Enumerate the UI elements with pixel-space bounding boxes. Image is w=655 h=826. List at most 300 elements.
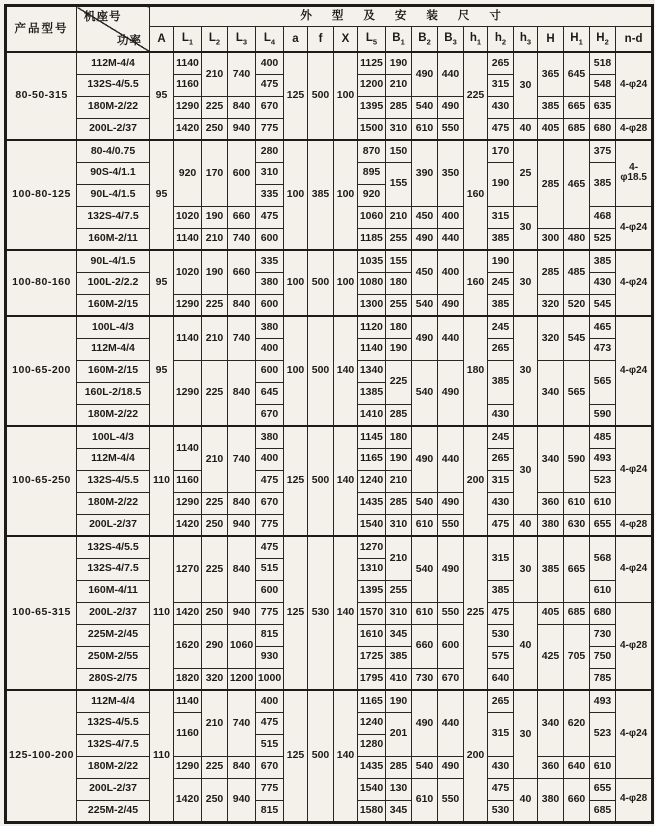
cell-L3: 840 xyxy=(228,96,256,118)
cell-L1: 1160 xyxy=(174,74,202,96)
cell-h2: 430 xyxy=(488,492,514,514)
cell-H: 320 xyxy=(538,294,564,316)
frame-power-cell: 80-4/0.75 xyxy=(77,140,150,162)
cell-H: 285 xyxy=(538,250,564,294)
cell-L5: 1385 xyxy=(358,382,386,404)
cell-L4: 600 xyxy=(256,228,284,250)
cell-H2: 545 xyxy=(590,294,616,316)
cell-L5: 1140 xyxy=(358,338,386,360)
cell-L5: 1435 xyxy=(358,492,386,514)
cell-L1: 1140 xyxy=(174,426,202,470)
cell-a: 125 xyxy=(284,52,308,140)
product-model-cell: 100-65-250 xyxy=(6,426,77,536)
cell-H1: 620 xyxy=(564,690,590,756)
cell-B1: 190 xyxy=(386,690,412,712)
cell-H2: 493 xyxy=(590,690,616,712)
column-header-h2: $h_2$ xyxy=(488,27,514,53)
cell-L5: 1300 xyxy=(358,294,386,316)
column-header-x: X xyxy=(334,27,358,53)
cell-H: 385 xyxy=(538,96,564,118)
cell-B2: 730 xyxy=(412,668,438,690)
cell-X: 100 xyxy=(334,140,358,250)
cell-L4: 335 xyxy=(256,250,284,272)
cell-H2: 680 xyxy=(590,602,616,624)
cell-L1: 1290 xyxy=(174,360,202,426)
cell-L2: 170 xyxy=(202,140,228,206)
cell-h2: 530 xyxy=(488,624,514,646)
cell-h3: 40 xyxy=(514,778,538,822)
cell-A: 95 xyxy=(150,250,174,316)
cell-h2: 475 xyxy=(488,514,514,536)
cell-h3: 40 xyxy=(514,602,538,690)
cell-f: 500 xyxy=(308,250,334,316)
cell-H2: 685 xyxy=(590,800,616,822)
cell-h1: 200 xyxy=(464,426,488,536)
cell-L5: 1500 xyxy=(358,118,386,140)
frame-power-cell: 160M-4/11 xyxy=(77,580,150,602)
cell-h1: 225 xyxy=(464,52,488,140)
product-model-header: 产品型号 xyxy=(6,6,77,53)
cell-B1: 285 xyxy=(386,404,412,426)
cell-B2: 490 xyxy=(412,52,438,96)
cell-L4: 280 xyxy=(256,140,284,162)
frame-power-cell: 200L-2/37 xyxy=(77,778,150,800)
cell-nd: 4-φ24 xyxy=(616,536,653,602)
cell-h2: 385 xyxy=(488,294,514,316)
cell-H: 340 xyxy=(538,426,564,492)
cell-H2: 568 xyxy=(590,536,616,580)
cell-X: 140 xyxy=(334,426,358,536)
cell-L3: 840 xyxy=(228,492,256,514)
cell-L2: 225 xyxy=(202,756,228,778)
cell-L5: 1410 xyxy=(358,404,386,426)
cell-L1: 1420 xyxy=(174,514,202,536)
cell-H: 425 xyxy=(538,624,564,690)
cell-H2: 375 xyxy=(590,140,616,162)
cell-L5: 1120 xyxy=(358,316,386,338)
cell-B3: 490 xyxy=(438,536,464,602)
cell-nd: 4-φ28 xyxy=(616,778,653,822)
column-header-b1: $B_1$ xyxy=(386,27,412,53)
cell-L3: 740 xyxy=(228,426,256,492)
cell-L2: 250 xyxy=(202,118,228,140)
cell-L4: 775 xyxy=(256,514,284,536)
cell-L3: 660 xyxy=(228,206,256,228)
cell-L1: 1020 xyxy=(174,206,202,228)
cell-H1: 465 xyxy=(564,140,590,228)
cell-L3: 740 xyxy=(228,52,256,96)
cell-B2: 540 xyxy=(412,536,438,602)
cell-L5: 1200 xyxy=(358,74,386,96)
frame-power-cell: 180M-2/22 xyxy=(77,404,150,426)
cell-h2: 385 xyxy=(488,228,514,250)
column-header-h3: $h_3$ xyxy=(514,27,538,53)
cell-A: 95 xyxy=(150,140,174,250)
cell-L4: 310 xyxy=(256,162,284,184)
frame-power-cell: 200L-2/37 xyxy=(77,118,150,140)
cell-B2: 540 xyxy=(412,492,438,514)
frame-power-cell: 160L-2/18.5 xyxy=(77,382,150,404)
cell-L4: 670 xyxy=(256,756,284,778)
frame-power-cell: 112M-4/4 xyxy=(77,52,150,74)
cell-X: 100 xyxy=(334,52,358,140)
cell-L5: 1145 xyxy=(358,426,386,448)
cell-H2: 610 xyxy=(590,756,616,778)
cell-h2: 265 xyxy=(488,52,514,74)
cell-X: 140 xyxy=(334,316,358,426)
column-header-l2: $L_2$ xyxy=(202,27,228,53)
cell-H2: 655 xyxy=(590,778,616,800)
frame-number-label: 机座号 xyxy=(84,11,122,23)
cell-B1: 130 xyxy=(386,778,412,800)
cell-L5: 895 xyxy=(358,162,386,184)
frame-power-cell: 280S-2/75 xyxy=(77,668,150,690)
frame-power-cell: 132S-4/5.5 xyxy=(77,712,150,734)
cell-B1: 190 xyxy=(386,448,412,470)
cell-B3: 600 xyxy=(438,624,464,668)
power-label: 功率 xyxy=(117,34,142,47)
cell-A: 95 xyxy=(150,52,174,140)
cell-H1: 520 xyxy=(564,294,590,316)
cell-h3: 30 xyxy=(514,426,538,514)
cell-H2: 785 xyxy=(590,668,616,690)
cell-h1: 160 xyxy=(464,250,488,316)
frame-power-cell: 225M-2/45 xyxy=(77,800,150,822)
cell-L5: 1240 xyxy=(358,470,386,492)
cell-H1: 705 xyxy=(564,624,590,690)
cell-L5: 1540 xyxy=(358,778,386,800)
cell-L3: 940 xyxy=(228,514,256,536)
cell-L2: 225 xyxy=(202,294,228,316)
column-header-l5: $L_5$ xyxy=(358,27,386,53)
cell-L5: 1270 xyxy=(358,536,386,558)
cell-B3: 440 xyxy=(438,228,464,250)
cell-L5: 1125 xyxy=(358,52,386,74)
product-model-cell: 125-100-200 xyxy=(6,690,77,822)
cell-L5: 1570 xyxy=(358,602,386,624)
cell-L4: 380 xyxy=(256,272,284,294)
column-header-a: A xyxy=(150,27,174,53)
frame-power-cell: 160M-2/11 xyxy=(77,228,150,250)
cell-L4: 475 xyxy=(256,536,284,558)
cell-L1: 1140 xyxy=(174,52,202,74)
frame-power-cell: 90L-4/1.5 xyxy=(77,250,150,272)
cell-L4: 930 xyxy=(256,646,284,668)
cell-B1: 155 xyxy=(386,250,412,272)
cell-B2: 660 xyxy=(412,624,438,668)
cell-A: 110 xyxy=(150,536,174,690)
frame-power-cell: 112M-4/4 xyxy=(77,448,150,470)
cell-L2: 210 xyxy=(202,52,228,96)
cell-H1: 685 xyxy=(564,602,590,624)
cell-B1: 180 xyxy=(386,272,412,294)
product-model-cell: 100-65-315 xyxy=(6,536,77,690)
cell-B2: 490 xyxy=(412,228,438,250)
cell-H2: 385 xyxy=(590,162,616,206)
cell-h2: 315 xyxy=(488,536,514,580)
cell-H1: 645 xyxy=(564,52,590,96)
cell-h3: 30 xyxy=(514,536,538,602)
cell-h2: 170 xyxy=(488,140,514,162)
cell-L5: 1035 xyxy=(358,250,386,272)
column-header-l4: $L_4$ xyxy=(256,27,284,53)
cell-L1: 1420 xyxy=(174,778,202,822)
cell-L5: 870 xyxy=(358,140,386,162)
cell-A: 95 xyxy=(150,316,174,426)
cell-B3: 400 xyxy=(438,250,464,294)
cell-H2: 473 xyxy=(590,338,616,360)
cell-H2: 468 xyxy=(590,206,616,228)
column-header-h1: $H_1$ xyxy=(564,27,590,53)
cell-L1: 1820 xyxy=(174,668,202,690)
cell-L1: 920 xyxy=(174,140,202,206)
cell-L2: 210 xyxy=(202,228,228,250)
column-header-b3: $B_3$ xyxy=(438,27,464,53)
cell-B3: 490 xyxy=(438,492,464,514)
frame-power-cell: 200L-2/37 xyxy=(77,514,150,536)
cell-L1: 1290 xyxy=(174,756,202,778)
frame-power-cell: 112M-4/4 xyxy=(77,338,150,360)
cell-B3: 440 xyxy=(438,316,464,360)
cell-H2: 523 xyxy=(590,712,616,756)
cell-L1: 1140 xyxy=(174,228,202,250)
table-row xyxy=(6,536,653,558)
cell-L3: 840 xyxy=(228,294,256,316)
cell-B1: 201 xyxy=(386,712,412,756)
column-header-h: H xyxy=(538,27,564,53)
cell-h1: 225 xyxy=(464,536,488,690)
cell-L4: 600 xyxy=(256,360,284,382)
cell-L1: 1020 xyxy=(174,250,202,294)
frame-power-cell: 132S-4/5.5 xyxy=(77,536,150,558)
cell-L2: 210 xyxy=(202,426,228,492)
cell-B1: 310 xyxy=(386,602,412,624)
cell-H: 340 xyxy=(538,360,564,426)
table-row xyxy=(6,140,653,162)
cell-B1: 190 xyxy=(386,52,412,74)
cell-B1: 255 xyxy=(386,580,412,602)
cell-L5: 1580 xyxy=(358,800,386,822)
cell-B1: 385 xyxy=(386,646,412,668)
cell-B2: 490 xyxy=(412,316,438,360)
cell-L3: 1200 xyxy=(228,668,256,690)
cell-B1: 310 xyxy=(386,514,412,536)
cell-h3: 30 xyxy=(514,316,538,426)
cell-L5: 1395 xyxy=(358,96,386,118)
frame-power-cell: 160M-2/15 xyxy=(77,360,150,382)
cell-h3: 30 xyxy=(514,52,538,118)
cell-L4: 400 xyxy=(256,52,284,74)
cell-f: 530 xyxy=(308,536,334,690)
cell-a: 125 xyxy=(284,690,308,822)
cell-h1: 200 xyxy=(464,690,488,822)
table-row xyxy=(6,250,653,272)
cell-a: 125 xyxy=(284,426,308,536)
cell-L5: 1280 xyxy=(358,734,386,756)
cell-L3: 740 xyxy=(228,228,256,250)
cell-B3: 490 xyxy=(438,96,464,118)
cell-H2: 635 xyxy=(590,96,616,118)
cell-B2: 610 xyxy=(412,778,438,822)
cell-H2: 750 xyxy=(590,646,616,668)
cell-nd: 4-φ24 xyxy=(616,52,653,118)
cell-h2: 530 xyxy=(488,800,514,822)
cell-L4: 815 xyxy=(256,624,284,646)
cell-H2: 680 xyxy=(590,118,616,140)
cell-h2: 575 xyxy=(488,646,514,668)
cell-H2: 655 xyxy=(590,514,616,536)
cell-B2: 610 xyxy=(412,602,438,624)
frame-power-cell: 90S-4/1.1 xyxy=(77,162,150,184)
cell-H2: 465 xyxy=(590,316,616,338)
cell-L5: 1060 xyxy=(358,206,386,228)
cell-L4: 645 xyxy=(256,382,284,404)
frame-power-cell: 100L-2/2.2 xyxy=(77,272,150,294)
cell-L5: 1080 xyxy=(358,272,386,294)
cell-H: 380 xyxy=(538,514,564,536)
frame-power-cell: 250M-2/55 xyxy=(77,646,150,668)
cell-L4: 380 xyxy=(256,426,284,448)
cell-L4: 515 xyxy=(256,734,284,756)
column-header-n-d: n-d xyxy=(616,27,653,53)
cell-H1: 485 xyxy=(564,250,590,294)
cell-B1: 210 xyxy=(386,74,412,96)
frame-power-cell: 132S-4/5.5 xyxy=(77,74,150,96)
cell-B3: 550 xyxy=(438,118,464,140)
cell-L4: 515 xyxy=(256,558,284,580)
cell-h2: 265 xyxy=(488,690,514,712)
cell-L3: 840 xyxy=(228,756,256,778)
cell-A: 110 xyxy=(150,426,174,536)
frame-power-header xyxy=(77,6,150,53)
cell-h2: 315 xyxy=(488,712,514,756)
cell-L1: 1160 xyxy=(174,712,202,756)
cell-B2: 540 xyxy=(412,96,438,118)
cell-L1: 1160 xyxy=(174,470,202,492)
table-row xyxy=(6,52,653,74)
cell-h2: 430 xyxy=(488,404,514,426)
cell-L2: 190 xyxy=(202,250,228,294)
cell-L5: 1165 xyxy=(358,448,386,470)
cell-B2: 450 xyxy=(412,250,438,294)
cell-h2: 430 xyxy=(488,96,514,118)
cell-H2: 590 xyxy=(590,404,616,426)
cell-L2: 290 xyxy=(202,624,228,668)
column-header-l3: $L_3$ xyxy=(228,27,256,53)
cell-L4: 670 xyxy=(256,96,284,118)
cell-B3: 670 xyxy=(438,668,464,690)
cell-H1: 610 xyxy=(564,492,590,514)
frame-power-cell: 225M-2/45 xyxy=(77,624,150,646)
cell-L3: 740 xyxy=(228,690,256,756)
cell-L4: 475 xyxy=(256,206,284,228)
cell-L5: 1725 xyxy=(358,646,386,668)
cell-f: 500 xyxy=(308,316,334,426)
cell-B3: 490 xyxy=(438,294,464,316)
product-model-cell: 100-80-160 xyxy=(6,250,77,316)
cell-H: 405 xyxy=(538,118,564,140)
cell-B3: 550 xyxy=(438,778,464,822)
cell-L2: 225 xyxy=(202,492,228,514)
frame-power-cell: 200L-2/37 xyxy=(77,602,150,624)
column-header-h1: $h_1$ xyxy=(464,27,488,53)
cell-H2: 385 xyxy=(590,250,616,272)
cell-B1: 285 xyxy=(386,756,412,778)
cell-H1: 640 xyxy=(564,756,590,778)
cell-H: 360 xyxy=(538,492,564,514)
column-header-l1: $L_1$ xyxy=(174,27,202,53)
column-header-b2: $B_2$ xyxy=(412,27,438,53)
cell-L4: 1000 xyxy=(256,668,284,690)
cell-H1: 480 xyxy=(564,228,590,250)
cell-B1: 255 xyxy=(386,228,412,250)
cell-nd: 4-φ24 xyxy=(616,316,653,426)
cell-B3: 400 xyxy=(438,206,464,228)
cell-B1: 180 xyxy=(386,316,412,338)
cell-B2: 540 xyxy=(412,756,438,778)
cell-nd: 4-φ24 xyxy=(616,206,653,250)
cell-B1: 225 xyxy=(386,360,412,404)
cell-nd: 4-φ28 xyxy=(616,118,653,140)
frame-power-cell: 100L-4/3 xyxy=(77,426,150,448)
cell-a: 100 xyxy=(284,316,308,426)
cell-L2: 225 xyxy=(202,360,228,426)
product-model-cell: 80-50-315 xyxy=(6,52,77,140)
cell-h2: 245 xyxy=(488,272,514,294)
cell-h2: 385 xyxy=(488,580,514,602)
cell-H1: 590 xyxy=(564,426,590,492)
cell-h2: 315 xyxy=(488,206,514,228)
cell-L1: 1290 xyxy=(174,96,202,118)
cell-H: 360 xyxy=(538,756,564,778)
cell-f: 500 xyxy=(308,426,334,536)
cell-L4: 600 xyxy=(256,294,284,316)
cell-L4: 775 xyxy=(256,778,284,800)
cell-L2: 210 xyxy=(202,316,228,360)
cell-H1: 665 xyxy=(564,96,590,118)
cell-L4: 380 xyxy=(256,316,284,338)
cell-B3: 490 xyxy=(438,360,464,426)
cell-B2: 610 xyxy=(412,514,438,536)
frame-power-cell: 132S-4/7.5 xyxy=(77,206,150,228)
column-header-f: f xyxy=(308,27,334,53)
cell-H2: 525 xyxy=(590,228,616,250)
cell-L2: 250 xyxy=(202,514,228,536)
cell-L3: 740 xyxy=(228,316,256,360)
frame-power-cell: 132S-4/5.5 xyxy=(77,470,150,492)
cell-B1: 190 xyxy=(386,338,412,360)
cell-B3: 440 xyxy=(438,690,464,756)
cell-h2: 190 xyxy=(488,162,514,206)
frame-power-cell: 112M-4/4 xyxy=(77,690,150,712)
cell-X: 140 xyxy=(334,536,358,690)
cell-H2: 430 xyxy=(590,272,616,294)
cell-h3: 25 xyxy=(514,140,538,206)
cell-B1: 310 xyxy=(386,118,412,140)
cell-B3: 440 xyxy=(438,52,464,96)
cell-h2: 640 xyxy=(488,668,514,690)
cell-h2: 315 xyxy=(488,74,514,96)
cell-a: 100 xyxy=(284,250,308,316)
column-header-h2: $H_2$ xyxy=(590,27,616,53)
cell-f: 385 xyxy=(308,140,334,250)
cell-H: 300 xyxy=(538,228,564,250)
table-head xyxy=(6,6,653,53)
cell-a: 100 xyxy=(284,140,308,250)
cell-h2: 265 xyxy=(488,448,514,470)
cell-h1: 180 xyxy=(464,316,488,426)
header-title-row xyxy=(6,6,653,27)
